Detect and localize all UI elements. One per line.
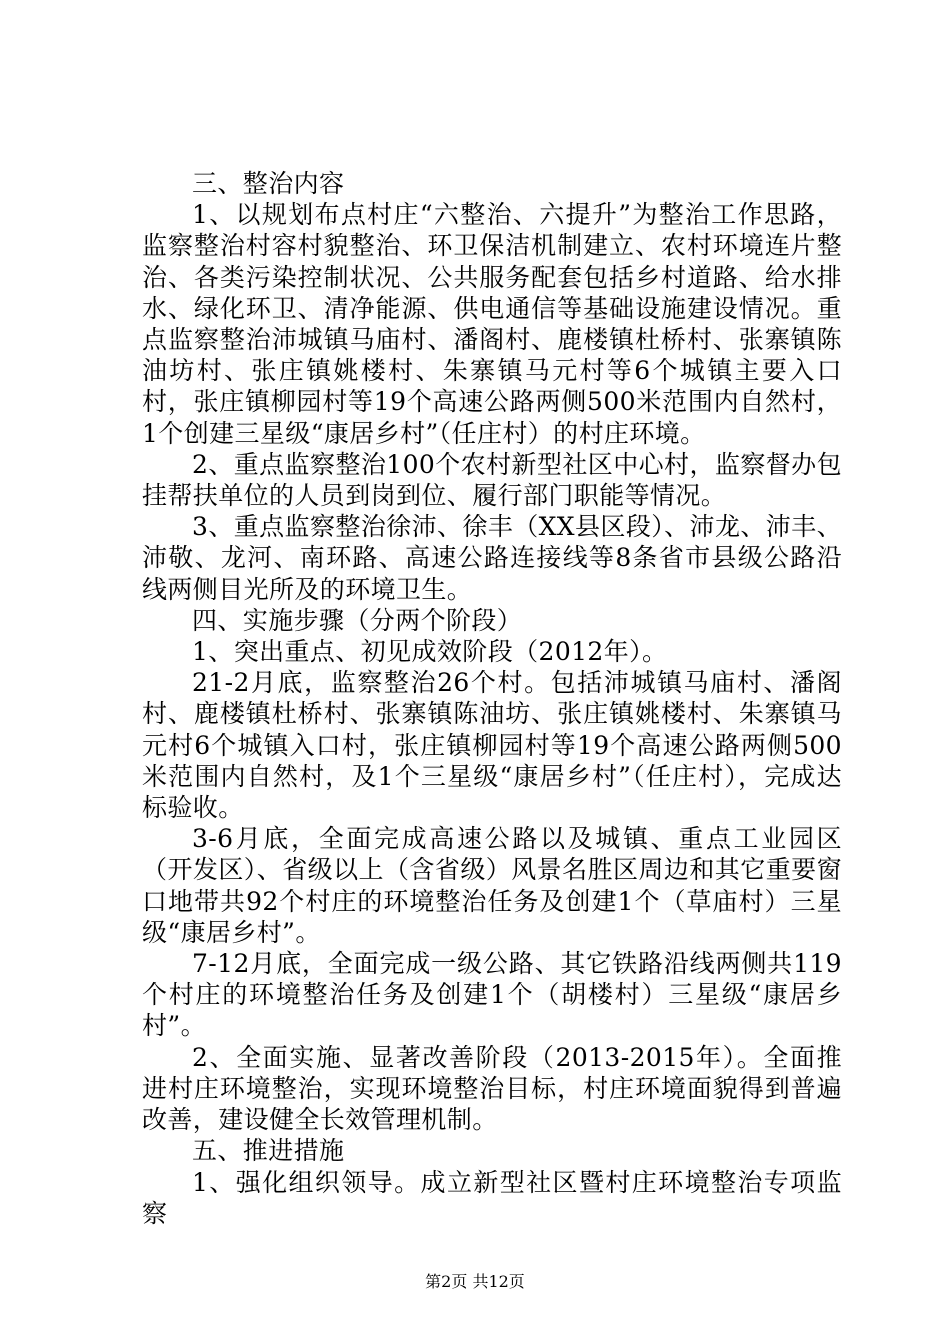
paragraph-step-2: 2、全面实施、显著改善阶段（2013-2015年）。全面推进村庄环境整治，实现环境整治目标，村庄环境面貌得到普遍改善，建设健全长效管理机制。	[142, 1042, 842, 1135]
paragraph-step-1-detail-b: 3-6月底，全面完成高速公路以及城镇、重点工业园区（开发区）、省级以上（含省级）风景名胜区周边和其它重要窗口地带共92个村庄的环境整治任务及创建1个（草庙村）三星级“康居乡村”。	[142, 824, 842, 947]
paragraph-step-1: 1、突出重点、初见成效阶段（2012年）。	[192, 637, 668, 667]
section-heading-steps: 四、实施步骤（分两个阶段）	[192, 605, 523, 635]
paragraph-step-1-detail-c: 7-12月底，全面完成一级公路、其它铁路沿线两侧共119个村庄的环境整治任务及创建1个（胡楼村）三星级“康居乡村”。	[142, 949, 842, 1041]
paragraph-content-1: 1、以规划布点村庄“六整治、六提升”为整治工作思路，监察整治村容村貌整治、环卫保洁机制建立、农村环境连片整治、各类污染控制状况、公共服务配套包括乡村道路、给水排水、绿化环卫、清净能源、供电通信等基础设施建设情况。重点监察整治沛城镇马庙村、潘阁村、鹿楼镇杜桥村、张寨镇陈油坊村、张庄镇姚楼村、朱寨镇马元村等6个城镇主要入口村，张庄镇柳园村等19个高速公路两侧500米范围内自然村，1个创建三星级“康居乡村”（任庄村）的村庄环境。	[142, 200, 842, 448]
paragraph-content-2: 2、重点监察整治100个农村新型社区中心村，监察督办包挂帮扶单位的人员到岗到位、履行部门职能等情况。	[142, 449, 842, 511]
document-body	[142, 168, 842, 1229]
paragraph-step-1-detail-a: 21-2月底，监察整治26个村。包括沛城镇马庙村、潘阁村、鹿楼镇杜桥村、张寨镇陈油坊、张庄镇姚楼村、朱寨镇马元村6个城镇入口村，张庄镇柳园村等19个高速公路两侧500米范围内自然村，及1个三星级“康居乡村”（任庄村），完成达标验收。	[142, 668, 842, 823]
paragraph-content-3: 3、重点监察整治徐沛、徐丰（XX县区段）、沛龙、沛丰、沛敬、龙河、南环路、高速公路连接线等8条省市县级公路沿线两侧目光所及的环境卫生。	[142, 512, 842, 604]
section-heading-content: 三、整治内容	[192, 169, 345, 198]
section-heading-measures: 五、推进措施	[192, 1136, 345, 1166]
page-footer: 第2页 共12页	[425, 1272, 525, 1291]
paragraph-measure-1: 1、强化组织领导。成立新型社区暨村庄环境整治专项监察	[142, 1167, 842, 1228]
